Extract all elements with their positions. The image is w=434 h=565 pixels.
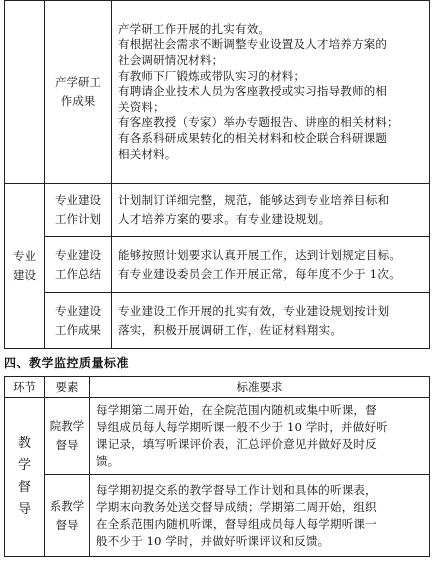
requirement-cell — [90, 475, 430, 557]
subcategory-line: 专业建设 — [55, 193, 101, 207]
subcategory-line: 产学研工 — [55, 75, 101, 89]
subcategory-line: 专业建设 — [55, 303, 101, 318]
requirement-line: 每学期初提交系的教学督导工作计划和具体的听课表， — [96, 482, 377, 497]
requirement-line: 关资料； — [118, 99, 165, 114]
empty-category-cell — [5, 1, 45, 184]
column-header: 要素 — [45, 377, 90, 398]
requirement-line: 课记录，填写听课评价表，汇总评价意见并做好及时反 — [96, 437, 377, 451]
requirement-line: 产学研工作开展的扎实有效。 — [118, 21, 271, 36]
category-char: 督 — [17, 480, 31, 495]
subcategory-cell — [45, 184, 112, 237]
table-row — [5, 398, 430, 475]
subcategory-line: 工作计划 — [55, 212, 101, 226]
requirement-line: 馈。 — [96, 454, 120, 468]
requirement-line: 计划制订详细完整，规范，能够达到专业培养目标和 — [118, 193, 390, 207]
table-row — [5, 475, 430, 557]
table-row — [5, 184, 430, 237]
category-line: 专业 — [13, 249, 36, 263]
table-row — [5, 237, 430, 293]
category-char: 导 — [17, 502, 31, 517]
subcategory-cell — [45, 237, 112, 293]
category-cell — [5, 184, 45, 349]
table-row — [5, 1, 430, 184]
professional-construction-table — [4, 0, 430, 349]
requirement-line: 落实，积极开展调研工作，佐证材料翔实。 — [118, 322, 343, 337]
requirement-line: 有各系科研成果转化的相关材料和校企联合科研课题 — [118, 130, 388, 145]
element-line: 院教学 — [49, 419, 85, 433]
subcategory-cell — [45, 293, 112, 349]
requirement-cell — [112, 1, 430, 184]
requirement-cell — [112, 184, 430, 237]
column-header: 标准要求 — [90, 377, 430, 398]
requirement-line: 有教师下厂锻炼或带队实习的材料； — [118, 68, 306, 83]
subcategory-line: 工作总结 — [55, 266, 101, 281]
element-cell — [45, 398, 90, 475]
requirement-line: 社会调研情况材料； — [118, 53, 224, 68]
requirement-line: 导组成员每人每学期听课一般不少于 10 学时，并做好听 — [96, 420, 388, 434]
requirement-cell — [112, 293, 430, 349]
requirement-line: 每学期第二周开始，在全院范围内随机或集中听课，督 — [96, 403, 377, 417]
requirement-cell — [112, 237, 430, 293]
section-heading: 四、教学监控质量标准 — [4, 356, 130, 370]
category-cell — [5, 398, 45, 557]
category-char: 学 — [17, 458, 31, 473]
element-line: 系教学 — [49, 498, 85, 513]
table-header-row — [5, 377, 430, 398]
requirement-line: 能够按照计划要求认真开展工作，达到计划规定目标。 — [118, 247, 402, 262]
element-line: 督导 — [55, 438, 79, 452]
teaching-supervision-table — [4, 376, 430, 557]
requirement-line: 人才培养方案的要求。有专业建设规划。 — [118, 212, 331, 226]
requirement-line: 有聘请企业技术人员为客座教授或实习指导教师的相 — [118, 84, 388, 99]
subcategory-line: 作成果 — [60, 94, 96, 108]
requirement-line: 般不少于 10 学时，并做好听课评议和反馈。 — [96, 533, 330, 548]
category-char: 教 — [17, 436, 31, 451]
requirement-line: 有根据社会需求不断调整专业设置及人才培养方案的 — [118, 37, 388, 52]
table-row — [5, 293, 430, 349]
requirement-line: 有客座教授（专家）举办专题报告、讲座的相关材料； — [118, 115, 399, 130]
subcategory-line: 工作成果 — [55, 322, 101, 337]
element-line: 督导 — [55, 517, 79, 532]
subcategory-line: 专业建设 — [55, 247, 101, 262]
requirement-line: 学期末向教务处送交督导成绩；学期第二周开始，组织 — [96, 499, 377, 514]
requirement-line: 在全系范围内随机听课，督导组成员每人每学期听课一 — [96, 516, 377, 531]
requirement-line: 专业建设工作开展的扎实有效，专业建设规划按计划 — [118, 303, 390, 318]
requirement-line: 有专业建设委员会工作开展正常，每年度不少于 1次。 — [118, 266, 401, 281]
subcategory-cell — [45, 1, 112, 184]
element-cell — [45, 475, 90, 557]
category-line: 建设 — [13, 268, 36, 282]
requirement-line: 相关材料。 — [118, 146, 177, 161]
column-header: 环节 — [5, 377, 45, 398]
requirement-cell — [90, 398, 430, 475]
